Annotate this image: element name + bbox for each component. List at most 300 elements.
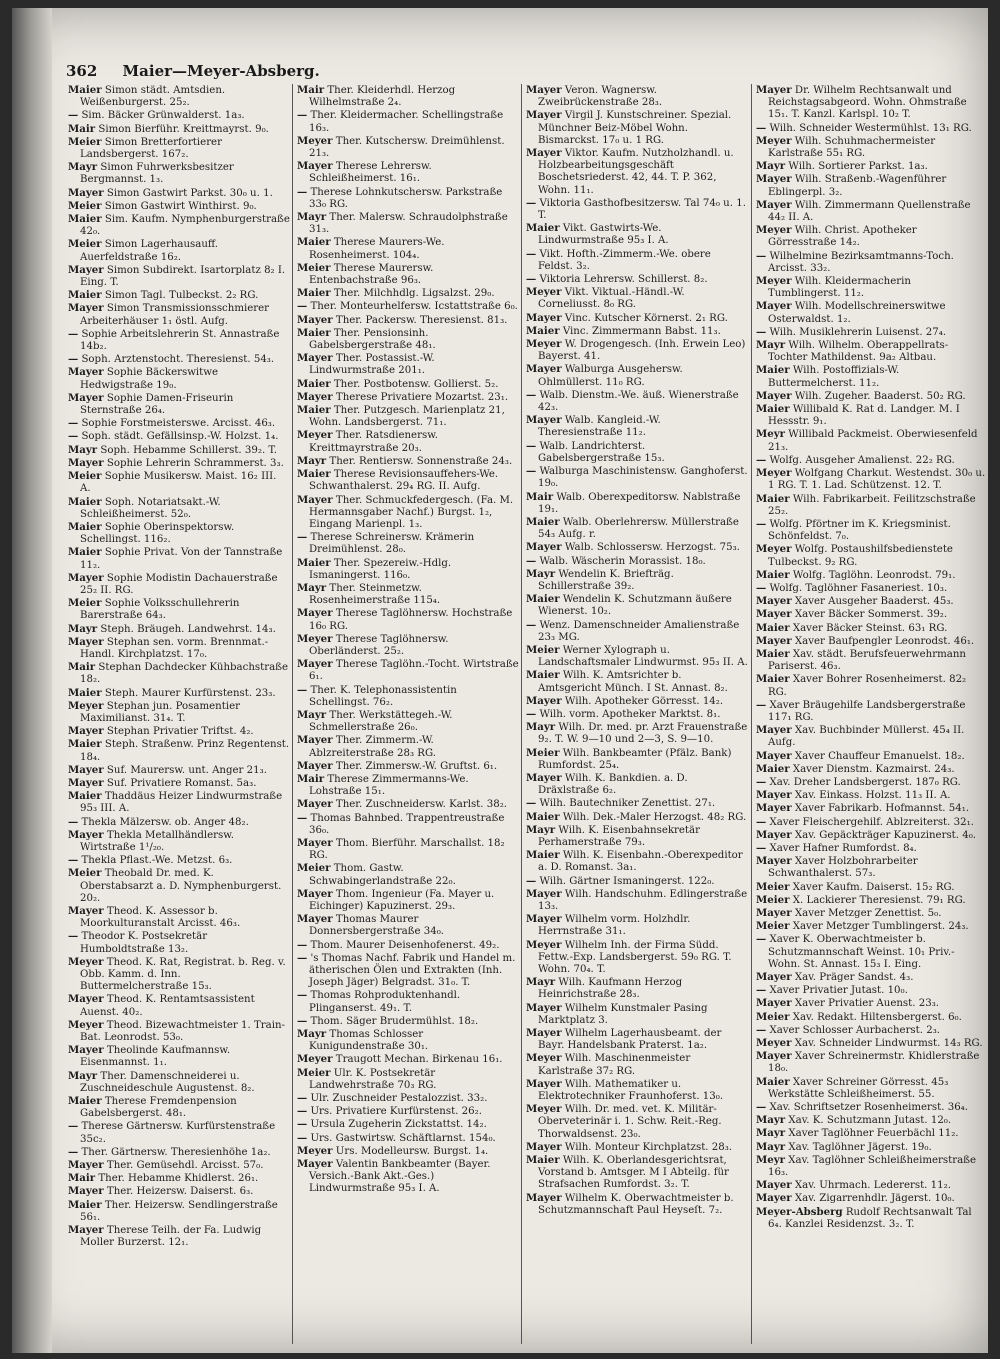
directory-entry bbox=[297, 709, 519, 734]
entry-surname: Mayer bbox=[756, 84, 792, 96]
entry-text: Xaver Bräugehilfe Landsbergerstraße 117₁ RG. bbox=[768, 699, 966, 723]
directory-entry bbox=[68, 1224, 290, 1249]
directory-entry bbox=[297, 160, 519, 185]
entry-surname: — bbox=[526, 618, 537, 631]
entry-surname: Meyer bbox=[68, 955, 104, 968]
entry-text: Ther. K. Telephonassistentin Schellingst. 76₂. bbox=[309, 684, 457, 708]
entry-text: Wilhelm Lagerhausbeamt. der Bayr. Handelsbank Praterst. 1a₂. bbox=[538, 1028, 722, 1052]
entry-surname: Meier bbox=[297, 862, 331, 875]
directory-entry bbox=[526, 695, 748, 708]
entry-surname: Mayer bbox=[526, 414, 562, 427]
entry-text: Thom. Ingenieur (Fa. Mayer u. Eichinger) Kapuzinerst. 29₃. bbox=[309, 888, 495, 912]
directory-entry bbox=[297, 1145, 519, 1158]
directory-entry bbox=[526, 708, 748, 721]
entry-surname: Meier bbox=[68, 867, 102, 880]
entry-surname: Meyer bbox=[756, 1037, 792, 1050]
directory-entry bbox=[756, 881, 986, 894]
entry-surname: Mayer bbox=[756, 1192, 792, 1205]
directory-entry bbox=[297, 837, 519, 862]
entry-text: Xav. Zigarrenhdlr. Jägerst. 10₀. bbox=[794, 1193, 955, 1205]
directory-entry bbox=[68, 1095, 290, 1120]
entry-surname: Meier bbox=[68, 199, 102, 212]
entry-text: Thekla Metallhändlersw. Wirtstraße 1¹/₂₀. bbox=[80, 829, 235, 853]
directory-entry bbox=[68, 816, 290, 829]
entry-text: Xaver Privatier Auenst. 23₃. bbox=[794, 998, 940, 1010]
entry-text: Sophie Musikersw. Maist. 16₂ III. A. bbox=[80, 471, 277, 495]
directory-entry bbox=[68, 790, 290, 815]
directory-entry bbox=[297, 633, 519, 658]
directory-entry bbox=[297, 468, 519, 493]
entry-surname: Mayer bbox=[756, 173, 792, 186]
directory-entry bbox=[68, 623, 290, 636]
entry-surname: Maier bbox=[526, 324, 560, 337]
entry-surname: Mayer bbox=[526, 1001, 562, 1014]
entry-text: Thom. Gastw. Schwabingerlandstraße 22₀. bbox=[309, 863, 456, 887]
entry-text: Wilhelm Kunstmaler Pasing Marktplatz 3. bbox=[538, 1002, 708, 1026]
entry-text: Xav. Präger Sandst. 4₃. bbox=[794, 972, 914, 984]
entry-text: Wilh. K. Bankdien. a. D. Dräxlstraße 6₂. bbox=[538, 772, 688, 797]
entry-surname: Mair bbox=[526, 490, 554, 503]
entry-surname: Mayr bbox=[68, 1069, 98, 1082]
entry-text: Sophie Forstmeisterswe. Arcisst. 46₃. bbox=[81, 418, 276, 430]
entry-surname: Mayer bbox=[68, 763, 104, 776]
entry-text: Xaver Bäcker Sommerst. 39₂. bbox=[794, 609, 948, 621]
directory-entry bbox=[297, 913, 519, 938]
directory-entry bbox=[526, 568, 748, 593]
entry-text: Theodor K. Postsekretär Humboldtstraße 13₂. bbox=[80, 931, 208, 955]
entry-surname: Mayer bbox=[297, 493, 333, 506]
directory-entry bbox=[297, 1132, 519, 1145]
entry-text: Soph. städt. Gefällsinsp.-W. Holzst. 1₄. bbox=[81, 431, 279, 443]
entry-text: Xaver Schreinermstr. Khidlerstraße 18₀. bbox=[768, 1051, 980, 1075]
entry-surname: Mayr bbox=[68, 622, 98, 635]
entry-surname: Mayr bbox=[297, 581, 327, 594]
directory-entry bbox=[68, 470, 290, 495]
directory-entry bbox=[756, 1011, 986, 1024]
entry-text: Theod. K. Rentamtsassistent Auenst. 40₂. bbox=[80, 994, 255, 1018]
directory-entry bbox=[68, 777, 290, 790]
entry-text: Wilh. Apotheker Görresst. 14₂. bbox=[564, 695, 724, 707]
entry-text: Thomas Schlosser Kunigundenstraße 30₁. bbox=[309, 1029, 429, 1053]
directory-entry bbox=[756, 789, 986, 802]
entry-text: Sophie Damen-Friseurin Sternstraße 26₄. bbox=[80, 392, 234, 417]
entry-surname: Maier bbox=[756, 364, 790, 377]
entry-surname: Mayr bbox=[68, 443, 98, 456]
entry-surname: — bbox=[297, 1118, 308, 1131]
entry-surname: — bbox=[297, 185, 308, 198]
entry-text: Theobald Dr. med. K. Oberstabsarzt a. D. Nymphenburgerst. 20₂. bbox=[80, 868, 282, 904]
directory-entry bbox=[756, 84, 986, 122]
directory-entry bbox=[297, 582, 519, 607]
entry-text: Therese Zimmermanns-We. Lohstraße 15₁. bbox=[309, 773, 469, 798]
entry-text: Therese Lohnkutschersw. Parkstraße 33₀ RG. bbox=[309, 186, 503, 210]
entry-text: Wolfg. Pförtner im K. Kriegsminist. Schönfeldst. 7₀. bbox=[768, 518, 951, 543]
entry-surname: — bbox=[297, 683, 308, 696]
entry-surname: Mair bbox=[68, 661, 96, 674]
entry-surname: Maier bbox=[756, 492, 790, 505]
directory-entry bbox=[68, 84, 290, 109]
entry-surname: Mayer bbox=[68, 263, 104, 276]
directory-entry bbox=[68, 136, 290, 161]
directory-entry bbox=[756, 933, 986, 971]
directory-entry bbox=[756, 699, 986, 724]
entry-text: Wilh. vorm. Apotheker Marktst. 8₁. bbox=[539, 708, 721, 720]
entry-surname: Meier bbox=[526, 643, 560, 656]
entry-surname: — bbox=[756, 581, 767, 594]
directory-entry bbox=[756, 199, 986, 224]
directory-entry bbox=[756, 1037, 986, 1050]
entry-text: Ther. Postassist.-W. Lindwurmstraße 201₁. bbox=[309, 353, 435, 377]
entry-surname: Meier bbox=[297, 261, 331, 274]
entry-text: Stephan Privatier Triftst. 4₂. bbox=[106, 726, 254, 738]
directory-entry bbox=[68, 109, 290, 122]
entry-surname: Meier bbox=[756, 920, 790, 933]
entry-text: Wilh. Sortierer Parkst. 1a₃. bbox=[788, 161, 928, 173]
entry-text: Stephan jun. Posamentier Maximilianst. 31₄. T. bbox=[80, 700, 240, 724]
entry-text: Ther. Werkstättegeh.-W. Schmellerstraße 26₀. bbox=[309, 709, 453, 734]
entry-surname: — bbox=[526, 196, 537, 209]
entry-surname: Mayr bbox=[297, 1028, 327, 1041]
entry-surname: Maier bbox=[297, 377, 331, 390]
entry-text: Xaver Fabrikarb. Hofmannst. 54₁. bbox=[794, 803, 970, 815]
entry-text: Therese Teilh. der Fa. Ludwig Moller Burzerst. 12₁. bbox=[80, 1225, 262, 1249]
entry-surname: — bbox=[526, 388, 537, 401]
directory-entry bbox=[297, 186, 519, 211]
entry-text: Wenz. Damenschneider Amalienstraße 23₃ MG. bbox=[538, 619, 740, 643]
directory-entry bbox=[756, 339, 986, 364]
directory-entry bbox=[297, 862, 519, 887]
directory-entry bbox=[297, 84, 519, 109]
entry-surname: — bbox=[756, 698, 767, 711]
directory-entry bbox=[756, 894, 986, 907]
entry-surname: Mayr bbox=[526, 567, 556, 580]
directory-entry bbox=[297, 734, 519, 759]
directory-entry bbox=[756, 1076, 986, 1101]
entry-surname: Mayer bbox=[297, 759, 333, 772]
directory-entry bbox=[297, 1118, 519, 1131]
entry-text: Dr. Wilhelm Rechtsanwalt und Reichstagsabgeord. Wohn. Ohmstraße 15₁. T. Kanzl. Karlspl. 10₂ T. bbox=[768, 85, 967, 121]
entry-text: Wolfg. Taglöhn. Leonrodst. 79₁. bbox=[792, 569, 956, 581]
entry-surname: Maier bbox=[68, 790, 102, 803]
directory-entry bbox=[297, 1028, 519, 1053]
entry-text: Thomas Rohproduktenhandl. Plinganserst. 49₁. T. bbox=[309, 990, 461, 1014]
directory-entry bbox=[68, 1172, 290, 1185]
entry-text: Simon Bretterfortierer Landsbergerst. 167₂. bbox=[80, 136, 222, 161]
entry-text: Soph. Arztenstocht. Theresienst. 54₃. bbox=[81, 354, 275, 366]
directory-entry bbox=[297, 494, 519, 532]
entry-surname: Mayer bbox=[68, 391, 104, 404]
entry-surname: Maier bbox=[297, 287, 331, 300]
entry-text: Ther. Monteurhelfersw. Icstattstraße 6₀. bbox=[310, 301, 518, 313]
entry-text: Ther. Kleiderhdl. Herzog Wilhelmstraße 2₄. bbox=[309, 85, 456, 109]
entry-surname: Meyer bbox=[68, 699, 104, 712]
directory-entry bbox=[756, 250, 986, 275]
directory-entry bbox=[756, 1206, 986, 1231]
entry-surname: Mayer bbox=[68, 905, 104, 917]
directory-entry bbox=[526, 312, 748, 325]
directory-entry bbox=[526, 555, 748, 568]
entry-text: Wilhelm Inh. der Firma Südd. Fettw.-Exp. Landsbergerst. 59₀ RG. T. Wohn. 70₄. T. bbox=[538, 939, 732, 976]
entry-surname: Mayer bbox=[526, 109, 562, 122]
directory-entry bbox=[756, 595, 986, 608]
entry-text: Wilh. Schneider Westermühlst. 13₁ RG. bbox=[769, 122, 972, 134]
entry-text: Rudolf Rechtsanwalt Tal 6₄. Kanzlei Residenzst. 3₂. T. bbox=[768, 1206, 972, 1230]
directory-entry bbox=[68, 1199, 290, 1224]
entry-text: Viktoria Lehrersw. Schillerst. 8₂. bbox=[539, 274, 708, 286]
entry-surname: Mayer bbox=[297, 313, 333, 326]
directory-entry bbox=[68, 738, 290, 763]
book-gutter bbox=[12, 8, 52, 1353]
entry-surname: — bbox=[756, 325, 767, 338]
entry-text: Wilh. Wilhelm. Oberappellrats-Tochter Mathildenst. 9a₂ Altbau. bbox=[768, 340, 949, 364]
entry-surname: Mayer bbox=[526, 1077, 562, 1090]
directory-entry bbox=[297, 236, 519, 261]
entry-text: Ther. Steinmetzw. Rosenheimerstraße 115₄. bbox=[309, 582, 441, 607]
entry-surname: — bbox=[68, 417, 79, 430]
entry-text: Ther. Damenschneiderei u. Zuschneideschule Augustenst. 8₂. bbox=[80, 1070, 255, 1094]
directory-entry bbox=[297, 404, 519, 429]
entry-surname: Mayer bbox=[68, 1159, 104, 1172]
directory-entry bbox=[526, 888, 748, 913]
directory-entry bbox=[297, 135, 519, 160]
entry-surname: Meier bbox=[68, 238, 102, 251]
entry-text: Ther. Postbotensw. Gollierst. 5₂. bbox=[333, 378, 499, 390]
entry-text: Wendelin K. Schutzmann äußere Wienerst. 10₂. bbox=[538, 594, 732, 618]
directory-entry bbox=[68, 829, 290, 854]
entry-text: 's Thomas Nachf. Fabrik und Handel m. ätherischen Ölen und Extrakten (Inh. Joseph Jäger) Belgradst. 31₀. T. bbox=[309, 952, 516, 989]
directory-entry bbox=[297, 658, 519, 683]
entry-surname: Meyer bbox=[297, 632, 333, 645]
entry-text: Simon städt. Amtsdien. Weißenburgerst. 25₂. bbox=[80, 85, 226, 109]
entry-text: Therese Schreinersw. Krämerin Dreimühlenst. 28₀. bbox=[309, 532, 475, 556]
entry-text: Virgil J. Kunstschreiner. Spezial. Münchner Beiz-Möbel Wohn. Bismarckst. 17₀ u. 1 RG. bbox=[538, 110, 732, 146]
directory-entry bbox=[68, 764, 290, 777]
entry-text: Thom. Bierführ. Marschallst. 18₂ RG. bbox=[309, 837, 505, 862]
directory-entry bbox=[68, 636, 290, 661]
entry-surname: — bbox=[526, 247, 537, 260]
entry-surname: Mayer bbox=[756, 802, 792, 815]
entry-surname: Mayer bbox=[297, 913, 333, 926]
entry-surname: — bbox=[297, 1131, 308, 1144]
entry-text: Sophie Bäckerswitwe Hedwigstraße 19₀. bbox=[80, 367, 219, 391]
directory-entry bbox=[526, 875, 748, 888]
entry-text: Simon Gastwirt Winthirst. 9₀. bbox=[104, 200, 257, 212]
entry-surname: — bbox=[68, 353, 79, 366]
entry-text: Walb. Kangleid.-W. Theresienstraße 11₂. bbox=[538, 415, 661, 439]
directory-entry bbox=[756, 403, 986, 428]
entry-surname: Meyer bbox=[526, 1052, 562, 1065]
entry-surname: Meyr bbox=[756, 1153, 786, 1166]
entry-surname: — bbox=[526, 707, 537, 720]
entry-surname: Mayr bbox=[297, 211, 327, 224]
entry-surname: Mayer bbox=[756, 749, 792, 762]
directory-entry bbox=[526, 976, 748, 1001]
directory-entry bbox=[68, 1044, 290, 1069]
entry-surname: Mayer bbox=[68, 828, 104, 841]
entry-text: Wilhelmine Bezirksamtmanns-Toch. Arcisst. 33₂. bbox=[768, 250, 954, 274]
entry-text: Wilh. Bautechniker Zenettist. 27₁. bbox=[539, 798, 716, 810]
entry-text: Xav. Dreher Landsbergerst. 187₀ RG. bbox=[769, 776, 961, 788]
directory-entry bbox=[526, 440, 748, 465]
directory-entry bbox=[68, 993, 290, 1018]
entry-surname: — bbox=[297, 811, 308, 824]
entry-text: Xaver Ausgeher Baaderst. 45₃. bbox=[794, 596, 954, 608]
directory-entry bbox=[756, 1127, 986, 1140]
directory-entry bbox=[297, 888, 519, 913]
directory-entry bbox=[526, 939, 748, 977]
entry-surname: — bbox=[756, 933, 767, 946]
directory-entry bbox=[756, 1192, 986, 1205]
directory-entry bbox=[297, 952, 519, 990]
entry-surname: Mair bbox=[297, 84, 325, 96]
entry-surname: Meyer bbox=[297, 429, 333, 442]
directory-entry bbox=[526, 849, 748, 874]
entry-text: Traugott Mechan. Birkenau 16₁. bbox=[335, 1054, 503, 1066]
directory-entry bbox=[756, 763, 986, 776]
entry-surname: Mayer bbox=[297, 798, 333, 811]
entry-surname: Meyer bbox=[526, 286, 562, 299]
directory-entry bbox=[526, 593, 748, 618]
entry-text: Wilh. Christ. Apotheker Görresstraße 14₂. bbox=[768, 225, 917, 249]
entry-surname: Mayer bbox=[756, 997, 792, 1010]
entry-surname: Maier bbox=[756, 647, 790, 660]
entry-surname: Maier bbox=[297, 404, 331, 417]
entry-surname: Meyer bbox=[756, 134, 792, 147]
entry-text: Therese Gärtnersw. Kurfürstenstraße 35c₂. bbox=[80, 1121, 276, 1145]
entry-text: Wilh. Zimmermann Quellenstraße 44₂ II. A. bbox=[768, 199, 971, 224]
entry-text: Urs. Gastwirtsw. Schäftlarnst. 154₀. bbox=[310, 1132, 496, 1144]
directory-entry bbox=[756, 160, 986, 173]
entry-surname: Meier bbox=[297, 1066, 331, 1079]
directory-entry bbox=[68, 521, 290, 546]
entry-surname: Meyer bbox=[68, 1018, 104, 1031]
directory-entry bbox=[756, 518, 986, 543]
entry-text: Walburga Ausgehersw. Ohlmüllerst. 11₀ RG. bbox=[538, 364, 683, 388]
entry-surname: Maier bbox=[297, 326, 331, 339]
entry-text: Vikt. Viktual.-Händl.-W. Corneliusst. 8₀ RG. bbox=[538, 287, 685, 311]
directory-entry bbox=[297, 939, 519, 952]
directory-entry bbox=[68, 597, 290, 622]
entry-surname: Maier bbox=[756, 621, 790, 634]
entry-text: Thom. Säger Brudermühlst. 18₂. bbox=[310, 1015, 479, 1027]
column-3 bbox=[526, 84, 748, 1344]
directory-entry bbox=[297, 327, 519, 352]
entry-surname: Mayer bbox=[756, 907, 792, 919]
directory-entry bbox=[756, 855, 986, 880]
entry-text: Sophie Lehrerin Schrammerst. 3₃. bbox=[106, 457, 284, 469]
entry-text: Sophie Arbeitslehrerin St. Annastraße 14b₂. bbox=[80, 328, 280, 353]
entry-surname: Mayer bbox=[526, 147, 562, 160]
entry-text: Ther. Kleidermacher. Schellingstraße 16₃. bbox=[309, 110, 504, 134]
entry-surname: Mayer bbox=[297, 160, 333, 173]
directory-entry bbox=[526, 1192, 748, 1217]
directory-entry bbox=[68, 1070, 290, 1095]
entry-surname: Mayer bbox=[297, 658, 333, 671]
entry-text: Xaver Metzger Zenettist. 5₀. bbox=[794, 908, 942, 919]
entry-text: Theolinde Kaufmannsw. Eisenmannst. 1₁. bbox=[80, 1045, 231, 1069]
entry-text: Ulr. K. Postsekretär Landwehrstraße 70₃ RG. bbox=[309, 1067, 437, 1091]
entry-surname: — bbox=[68, 815, 79, 828]
directory-entry bbox=[68, 392, 290, 417]
entry-surname: — bbox=[756, 984, 767, 997]
entry-text: Stephan sen. vorm. Brennmat.-Handl. Kirchplatzst. 17₀. bbox=[80, 636, 269, 660]
entry-text: Willibald K. Rat d. Landger. M. I Hessstr. 9₁. bbox=[768, 404, 960, 428]
entry-text: Xaver K. Oberwachtmeister b. Schutzmannschaft Weinst. 10₁ Priv.-Wohn. St. Annast. 15₃ I. Eing. bbox=[768, 934, 955, 970]
entry-surname: Mayer bbox=[297, 607, 333, 620]
entry-surname: — bbox=[297, 109, 308, 122]
entry-surname: — bbox=[68, 1120, 79, 1133]
directory-entry bbox=[68, 238, 290, 263]
entry-text: Xaver Kaufm. Daiserst. 15₂ RG. bbox=[792, 881, 955, 893]
directory-entry bbox=[68, 187, 290, 200]
entry-surname: — bbox=[297, 1014, 308, 1027]
entry-text: Walb. Oberexpeditorsw. Nablstraße 19₁. bbox=[538, 491, 741, 515]
entry-surname: — bbox=[297, 531, 308, 544]
entry-surname: Mayer bbox=[68, 456, 104, 469]
entry-surname: — bbox=[756, 815, 767, 828]
entry-surname: Meier bbox=[68, 135, 102, 148]
entry-text: Vikt. Gastwirts-We. Lindwurmstraße 95₃ I. A. bbox=[538, 223, 669, 247]
entry-surname: Maier bbox=[68, 1095, 102, 1108]
directory-entry bbox=[68, 725, 290, 738]
directory-entry bbox=[526, 824, 748, 849]
entry-text: Wendelin K. Briefträg. Schillerstraße 39₂. bbox=[538, 568, 674, 592]
entry-text: Ther. Heizersw. Daiserst. 6₃. bbox=[106, 1186, 254, 1198]
directory-entry bbox=[526, 338, 748, 363]
entry-text: Simon Fuhrwerksbesitzer Bergmannst. 1₃. bbox=[80, 162, 234, 186]
directory-entry bbox=[756, 1024, 986, 1037]
entry-surname: Meier bbox=[756, 893, 790, 906]
directory-entry bbox=[756, 984, 986, 997]
directory-entry bbox=[526, 1027, 748, 1052]
entry-text: Xaver Bäcker Steinst. 63₁ RG. bbox=[792, 622, 948, 634]
entry-surname: — bbox=[68, 930, 79, 943]
entry-text: Stephan Dachdecker Kühbachstraße 18₂. bbox=[80, 662, 288, 686]
entry-surname: Maier bbox=[526, 222, 560, 235]
directory-entry bbox=[756, 1101, 986, 1114]
directory-entry bbox=[526, 414, 748, 439]
directory-entry bbox=[756, 648, 986, 673]
entry-text: Wilh. K. Eisenbahn.-Oberexpeditor a. D. Romanst. 3a₁. bbox=[538, 850, 743, 874]
directory-entry bbox=[297, 262, 519, 287]
directory-entry bbox=[756, 608, 986, 621]
entry-text: Ther. Heizersw. Sendlingerstraße 56₁. bbox=[80, 1199, 278, 1223]
entry-surname: Maier bbox=[68, 84, 102, 96]
directory-entry bbox=[68, 200, 290, 213]
directory-entry bbox=[68, 353, 290, 366]
entry-text: Thomas Maurer Donnersbergerstraße 34₀. bbox=[309, 914, 445, 938]
entry-text: Simon Lagerhausauff. Auerfeldstraße 16₂. bbox=[80, 239, 218, 263]
entry-text: Walb. Schlossersw. Herzogst. 75₃. bbox=[564, 542, 740, 554]
directory-columns bbox=[68, 84, 986, 1344]
entry-surname: Mayer bbox=[756, 971, 792, 984]
entry-text: Xav. Einkass. Holzst. 11₃ II. A. bbox=[794, 790, 951, 802]
entry-text: Xaver Bohrer Rosenheimerst. 82₂ RG. bbox=[768, 674, 967, 698]
entry-text: Sophie Volksschullehrerin Barerstraße 64₃. bbox=[80, 598, 240, 622]
directory-entry bbox=[526, 1103, 748, 1141]
entry-surname: — bbox=[526, 465, 537, 478]
entry-surname: Mayer bbox=[68, 1224, 104, 1237]
entry-surname: Mayer bbox=[297, 1158, 333, 1171]
entry-text: Ursula Zugeherin Zickstattst. 14₂. bbox=[310, 1119, 487, 1131]
entry-text: Therese Fremdenpension Gabelsbergerst. 48₁. bbox=[80, 1096, 237, 1120]
directory-entry bbox=[297, 1105, 519, 1118]
entry-text: Wolfg. Postaushilfsbedienstete Tulbeckst. 9₂ RG. bbox=[768, 544, 953, 568]
entry-text: Xav. Buchbinder Müllerst. 45₄ II. Aufg. bbox=[768, 725, 965, 749]
entry-surname: Mayer bbox=[68, 366, 104, 379]
entry-surname: Mayr bbox=[297, 708, 327, 721]
entry-surname: — bbox=[68, 1145, 79, 1158]
